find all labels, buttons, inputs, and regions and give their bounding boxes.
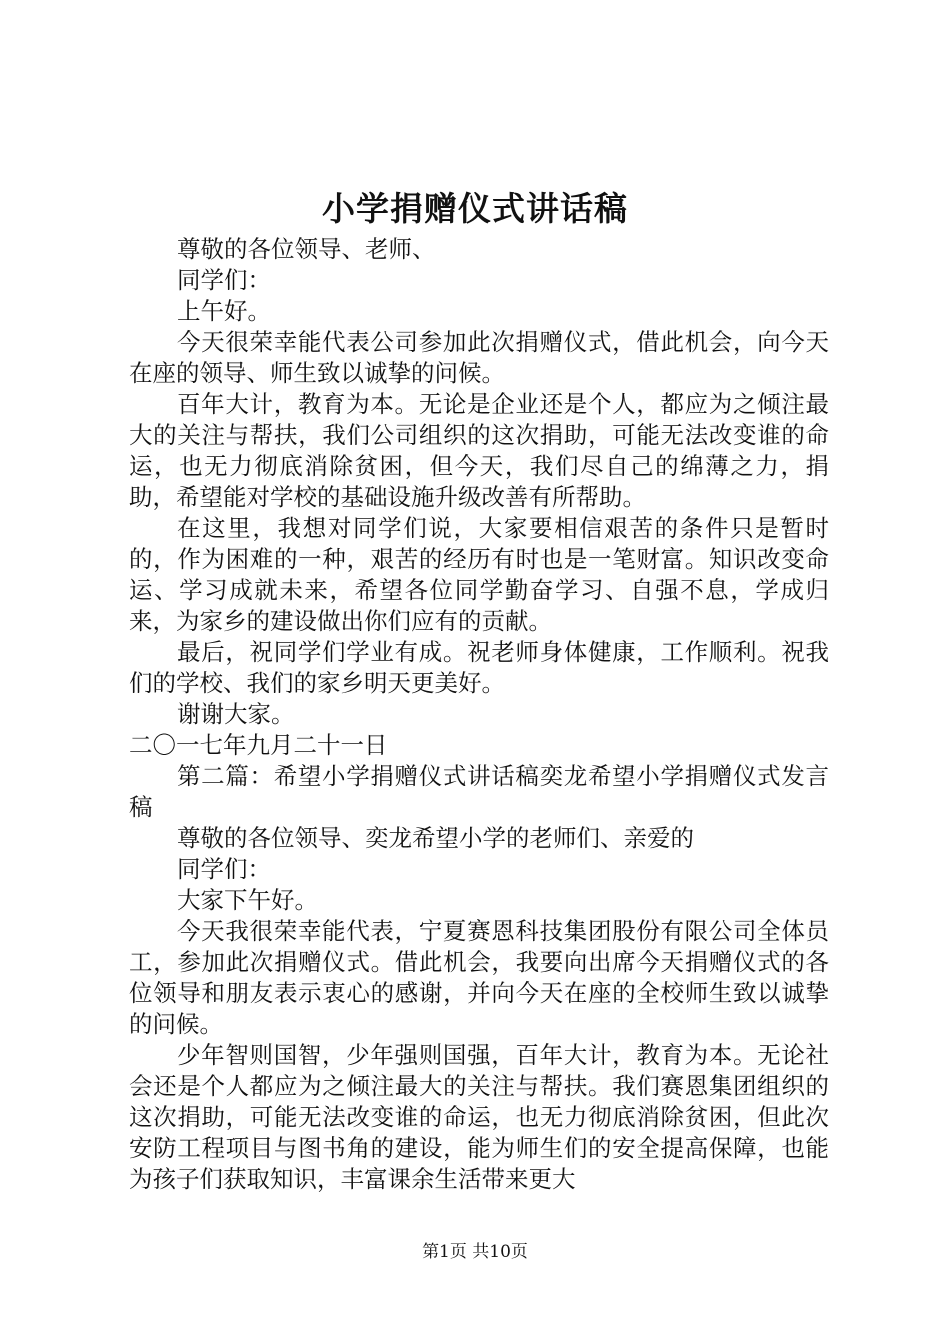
paragraph-greeting: 大家下午好。 [177,886,318,914]
document-body [129,234,829,1195]
paragraph-salutation: 尊敬的各位领导、老师、 [177,235,436,263]
paragraph-thanks: 谢谢大家。 [177,700,295,728]
page-footer: 第1页 共10页 [422,1242,528,1262]
paragraph-salutation-cont: 同学们： [177,266,271,294]
paragraph-salutation: 尊敬的各位领导、奕龙希望小学的老师们、亲爱的 [177,824,694,852]
paragraph-section-heading: 第二篇：希望小学捐赠仪式讲话稿奕龙希望小学捐赠仪式发言稿 [129,762,829,821]
paragraph-date: 二〇一七年九月二十一日 [129,731,388,759]
paragraph: 少年智则国智，少年强则国强，百年大计，教育为本。无论社会还是个人都应为之倾注最大的关注与帮扶。我们赛恩集团组织的这次捐助，可能无法改变谁的命运，也无力彻底消除贫困，但此次安防工程项目与图书角的建设，能为师生们的安全提高保障，也能为孩子们获取知识，丰富课余生活带来更大 [129,1041,829,1193]
paragraph: 今天很荣幸能代表公司参加此次捐赠仪式，借此机会，向今天在座的领导、师生致以诚挚的问候。 [129,328,829,387]
paragraph-salutation-cont: 同学们： [177,855,271,883]
paragraph-greeting: 上午好。 [177,297,271,325]
paragraph: 在这里，我想对同学们说，大家要相信艰苦的条件只是暂时的，作为困难的一种，艰苦的经历有时也是一笔财富。知识改变命运、学习成就未来，希望各位同学勤奋学习、自强不息，学成归来，为家乡的建设做出你们应有的贡献。 [129,514,829,635]
paragraph: 最后，祝同学们学业有成。祝老师身体健康，工作顺利。祝我们的学校、我们的家乡明天更美好。 [129,638,829,697]
paragraph: 今天我很荣幸能代表，宁夏赛恩科技集团股份有限公司全体员工，参加此次捐赠仪式。借此机会，我要向出席今天捐赠仪式的各位领导和朋友表示衷心的感谢，并向今天在座的全校师生致以诚挚的问候。 [129,917,829,1038]
paragraph: 百年大计，教育为本。无论是企业还是个人，都应为之倾注最大的关注与帮扶，我们公司组织的这次捐助，可能无法改变谁的命运，也无力彻底消除贫困，但今天，我们尽自己的绵薄之力，捐助，希望能对学校的基础设施升级改善有所帮助。 [129,390,829,511]
document-title: 小学捐赠仪式讲话稿 [322,189,628,228]
